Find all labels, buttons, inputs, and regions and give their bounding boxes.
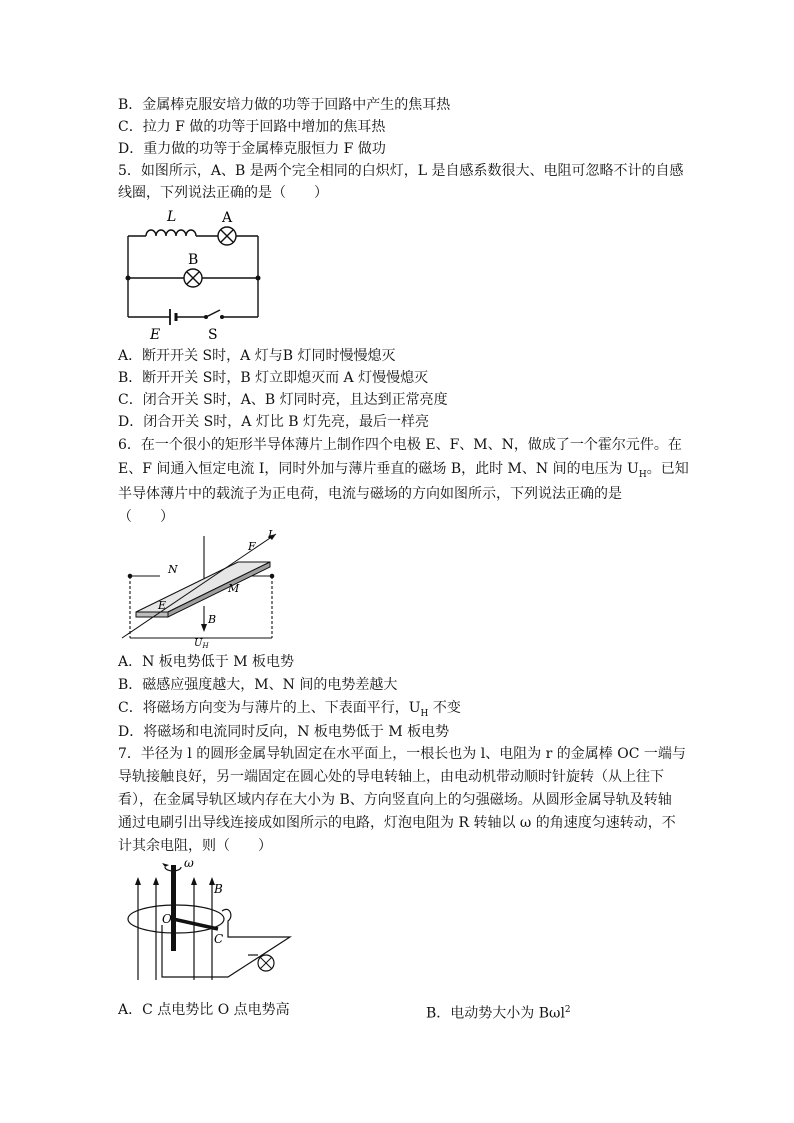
q6-option-c: C．将磁场方向变为与薄片的上、下表面平行，$U_H$ 不变 xyxy=(118,700,461,719)
q5-option-a: A．断开开关 S时，A 灯与B 灯同时慢慢熄灭 xyxy=(118,348,396,364)
svg-text:M: M xyxy=(228,582,240,595)
inductor-coil xyxy=(146,230,196,236)
svg-text:N: N xyxy=(168,563,178,576)
q7-stem-line2: 导轨接触良好，另一端固定在圆心处的导电转轴上，由电动机带动顺时针旋转（从上往下 xyxy=(118,769,664,785)
label-l: L xyxy=(167,209,177,225)
svg-text:O: O xyxy=(162,912,172,926)
svg-text:C: C xyxy=(214,932,224,946)
q6-option-b: B．磁感应强度越大，M、N 间的电势差越大 xyxy=(118,677,398,693)
q7-stem-line5: 计其余电阻，则（ ） xyxy=(118,838,272,854)
svg-text:UH: $U_H$ xyxy=(194,638,209,648)
q4-option-b: B．金属棒克服安培力做的功等于回路中产生的焦耳热 xyxy=(118,97,451,113)
q7-stem-line4: 通过电刷引出导线连接成如图所示的电路，灯泡电阻为 R 转轴以 ω 的角速度匀速转动，不 xyxy=(118,815,676,831)
q6-stem-line2: E、F 间通入恒定电流 I，同时外加与薄片垂直的磁场 B，此时 M、N 间的电压为 $U_H$。已知 xyxy=(118,461,689,480)
field-arrow-icon xyxy=(201,624,207,632)
q5-stem-line2: 线圈，下列说法正确的是（ ） xyxy=(118,185,328,201)
q7-stem-line3: 看），在金属导轨区域内存在大小为 B、方向竖直向上的匀强磁场。从圆形金属导轨及转轴 xyxy=(118,792,672,808)
q6-option-d: D．将磁场和电流同时反向，N 板电势低于 M 板电势 xyxy=(118,724,450,740)
q6-stem-line4: （ ） xyxy=(118,509,174,525)
q7-option-b: B．电动势大小为 Bωl$^2$ xyxy=(426,1005,571,1022)
q6-stem-line3: 半导体薄片中的载流子为正电荷，电流与磁场的方向如图所示，下列说法正确的是 xyxy=(118,486,622,502)
q6-hall-element-diagram xyxy=(118,528,284,648)
q7-stem-line1: 7．半径为 l 的圆形金属导轨固定在水平面上，一根长也为 l、电阻为 r 的金属棒 OC 一端与 xyxy=(118,746,686,762)
svg-text:B: B xyxy=(208,613,217,626)
svg-text:E: E xyxy=(158,599,167,612)
label-e: E xyxy=(150,327,161,343)
q5-stem-line1: 5．如图所示，A、B 是两个完全相同的白炽灯，L 是自感系数很大、电阻可忽略不计的自感 xyxy=(118,163,684,179)
svg-text:F: F xyxy=(248,540,256,553)
label-s: S xyxy=(208,327,218,343)
semiconductor-slab xyxy=(136,562,270,612)
q5-option-b: B．断开开关 S时，B 灯立即熄灭而 A 灯慢慢熄灭 xyxy=(118,370,429,386)
q5-circuit-diagram xyxy=(118,204,268,346)
svg-text:I: I xyxy=(268,528,273,541)
q6-option-a: A．N 板电势低于 M 板电势 xyxy=(118,654,295,670)
q5-option-c: C．闭合开关 S时，A、B 灯同时亮，且达到正常亮度 xyxy=(118,392,448,408)
rod-oc xyxy=(173,919,218,929)
svg-text:ω: ω xyxy=(184,856,194,870)
svg-text:B: B xyxy=(214,882,223,896)
switch-icon xyxy=(206,310,220,317)
label-b: B xyxy=(188,252,199,268)
q4-option-c: C．拉力 F 做的功等于回路中增加的焦耳热 xyxy=(118,119,386,135)
label-a: A xyxy=(222,210,233,226)
q5-option-d: D．闭合开关 S时，A 灯比 B 灯先亮，最后一样亮 xyxy=(118,414,430,430)
axle xyxy=(171,865,176,951)
q6-stem-line1: 6．在一个很小的矩形半导体薄片上制作四个电极 E、F、M、N，做成了一个霍尔元件。在 xyxy=(118,437,682,453)
q7-option-a: A．C 点电势比 O 点电势高 xyxy=(118,1002,290,1018)
q4-option-d: D．重力做的功等于金属棒克服恒力 F 做功 xyxy=(118,141,386,157)
q7-rotating-rod-diagram xyxy=(118,855,298,995)
